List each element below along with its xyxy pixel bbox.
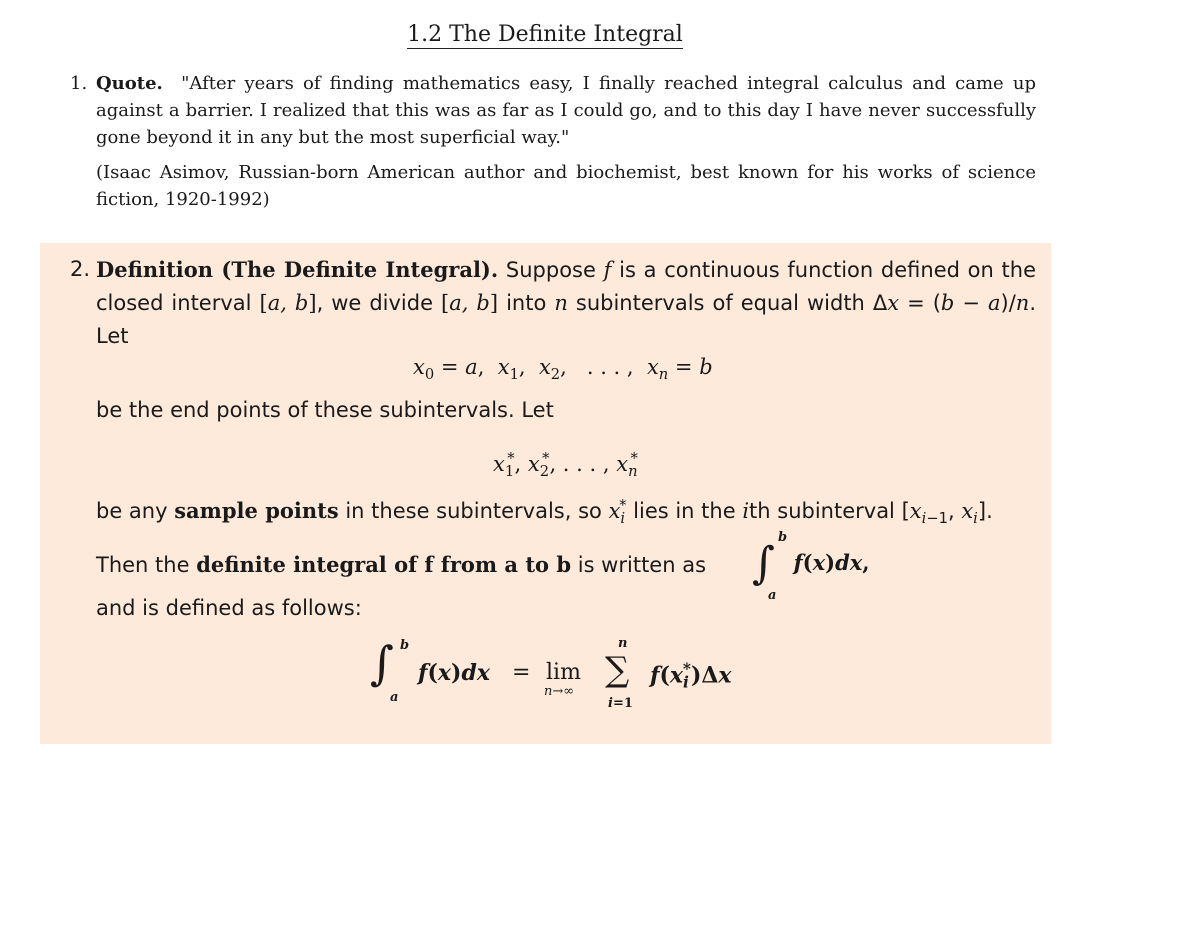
then-pre: Then the xyxy=(96,553,190,577)
title-text: 1.2 The Definite Integral xyxy=(407,22,683,47)
quote-paragraph xyxy=(96,70,1036,151)
definition-number: 2. xyxy=(70,257,91,281)
definition-item: 2. Definition (The Definite Integral). Suppose f is a continuous function defined on the closed interval [a, b], we divide [a, b] into n subintervals of equal width Δx = (b − a)/n. Let xyxy=(70,253,1036,353)
quote-item xyxy=(70,70,1036,221)
page-title xyxy=(0,22,1090,47)
sample-pre: be any xyxy=(96,499,168,523)
inline-integral: ∫ b a f(x)dx, xyxy=(752,530,870,603)
quote-heading: Quote. xyxy=(96,73,163,94)
endpoints-text: be the end points of these subintervals. Let xyxy=(96,398,554,422)
definite-integral-term: definite integral of f from a to b xyxy=(196,552,572,577)
quote-text: "After years of finding mathematics easy, I finally reached integral calculus and came up against a barrier. I realized that this was as far as I could go, and to this day I have never successfully gone beyond it in any but the most superficial way." xyxy=(96,73,1036,148)
sample-points-sentence: be any sample points in these subintervals, so $x_i^*$ lies in the ith subinterval [$x_{i-1}$, $x_i$]. xyxy=(96,497,993,528)
endpoints-formula: $x_0 = a$, $x_1$, $x_2$, . . . , $x_n = b$ xyxy=(413,355,713,384)
definite-integral-formula: ∫ b a f(x)dx = lim n→∞ ∑ n i=1 $f(x_i^*)\Delta x$ xyxy=(370,636,732,711)
quote-attribution: (Isaac Asimov, Russian-born American author and biochemist, best known for his works of science fiction, 1920-1992) xyxy=(96,162,1036,210)
sample-points-formula: $x_1^*$, $x_2^*$, . . . , $x_n^*$ xyxy=(493,450,638,481)
defined-text: and is defined as follows: xyxy=(96,596,362,620)
then-post: is written as xyxy=(577,553,707,577)
definition-heading: Definition (The Definite Integral). xyxy=(96,257,499,282)
sample-points-term: sample points xyxy=(174,498,339,523)
then-sentence xyxy=(96,552,706,577)
quote-number: 1. xyxy=(70,73,88,94)
